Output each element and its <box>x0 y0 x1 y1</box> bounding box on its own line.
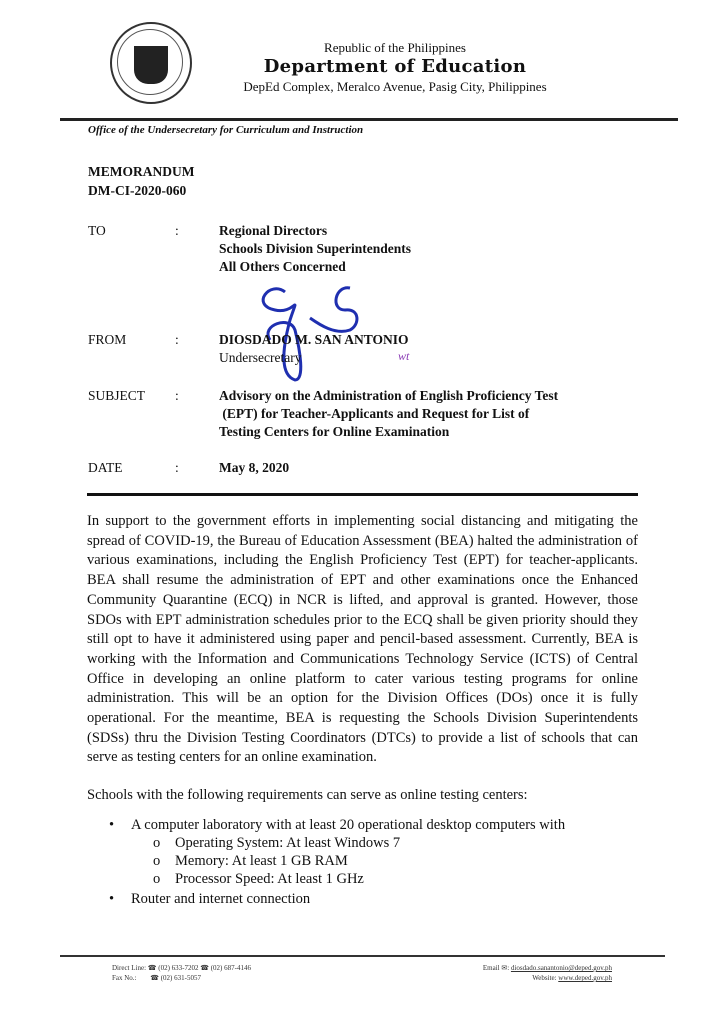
sub-list-item <box>153 870 638 888</box>
recipient: All Others Concerned <box>219 259 346 274</box>
memo-body <box>87 512 638 908</box>
memo-divider <box>87 493 638 496</box>
from-colon: : <box>175 332 179 347</box>
from-label: FROM <box>88 332 127 347</box>
fax-label: Fax No.: <box>112 974 137 982</box>
sub-list-item <box>153 834 638 852</box>
email-label: Email ✉: <box>482 964 510 972</box>
sub-bullet-icon: o <box>153 852 161 869</box>
footer-divider <box>60 955 665 957</box>
sub-bullet-icon: o <box>153 834 161 851</box>
subject-text <box>219 387 558 441</box>
to-recipients <box>219 222 411 276</box>
to-colon: : <box>175 223 179 238</box>
list-item-text: Processor Speed: At least 1 GHz <box>175 870 364 887</box>
list-item-text: A computer laboratory with at least 20 operational desktop computers with <box>131 816 566 833</box>
republic-line: Republic of the Philippines <box>324 40 466 55</box>
bullet-icon: • <box>109 890 115 907</box>
to-label: TO <box>88 223 106 238</box>
office-name: Office of the Undersecretary for Curriculum and Instruction <box>88 124 364 136</box>
memo-heading: MEMORANDUM <box>88 164 195 179</box>
memo-number: DM-CI-2020-060 <box>88 183 187 198</box>
subject-label: SUBJECT <box>88 388 146 403</box>
sub-bullet-icon: o <box>153 870 161 887</box>
list-item <box>109 890 638 908</box>
from-title: Undersecretary <box>219 350 302 365</box>
requirements-list <box>87 816 638 908</box>
list-item-text: Memory: At least 1 GB RAM <box>175 852 348 869</box>
footer-phone <box>112 963 251 983</box>
sub-list-item <box>153 852 638 870</box>
fax-number: ☎ (02) 631-5057 <box>150 974 201 982</box>
from-block <box>219 331 409 367</box>
subject-line: Advisory on the Administration of English Proficiency Test <box>219 388 559 403</box>
requirements-intro: Schools with the following requirements can serve as online testing centers: <box>87 787 528 804</box>
date-colon: : <box>175 460 179 475</box>
website-label: Website: <box>532 974 557 982</box>
initials: wt <box>398 349 410 363</box>
direct-line: ☎ (02) 633-7202 ☎ (02) 687-4146 <box>147 964 251 972</box>
recipient: Regional Directors <box>219 223 328 238</box>
recipient: Schools Division Superintendents <box>219 241 412 256</box>
bullet-icon: • <box>109 816 115 833</box>
subject-line: Testing Centers for Online Examination <box>219 424 450 439</box>
direct-line-label: Direct Line: <box>112 964 147 972</box>
email-link[interactable]: diosdado.sanantonio@deped.gov.ph <box>510 964 612 972</box>
body-paragraph: In support to the government efforts in implementing social distancing and mitigating the spread of COVID-19, the Bureau of Education Assessment (BEA) halted the administration of various examinations, including the English Proficiency Test (EPT) for teacher-applicants. BEA shall resume the administration of EPT and other examinations once the Enhanced Community Quarantine (ECQ) in NCR is lifted, and approval is granted. However, those SDOs with EPT administration schedules prior to the ECQ shall be given priority should they still opt to have it administered using paper and pencil-based assessment. Currently, BEA is working with the Information and Communications Technology Service (ICTS) of Central Office in developing an online platform to cater various testing programs for online administration. This will be an option for the Division Offices (DOs) once it is fully operational. For the meantime, BEA is requesting the Schools Division Superintendents (SDSs) thru the Division Testing Coordinators (DTCs) to provide a list of schools that can serve as testing centers for an online examination. <box>87 513 638 766</box>
date-value: May 8, 2020 <box>219 460 290 475</box>
department-name: Department of Education <box>263 56 527 77</box>
list-item-text: Operating System: At least Windows 7 <box>175 834 401 851</box>
deped-seal-logo <box>110 22 192 104</box>
footer-contact <box>440 963 612 983</box>
subject-colon: : <box>175 388 179 403</box>
header-divider <box>60 118 678 121</box>
list-item-text: Router and internet connection <box>131 890 311 907</box>
subject-line: (EPT) for Teacher-Applicants and Request for List of <box>219 406 530 421</box>
date-label: DATE <box>88 460 123 475</box>
website-link[interactable]: www.deped.gov.ph <box>558 974 612 982</box>
from-name: DIOSDADO M. SAN ANTONIO <box>219 332 409 347</box>
list-item <box>109 816 638 834</box>
department-address: DepEd Complex, Meralco Avenue, Pasig City, Philippines <box>243 79 547 94</box>
